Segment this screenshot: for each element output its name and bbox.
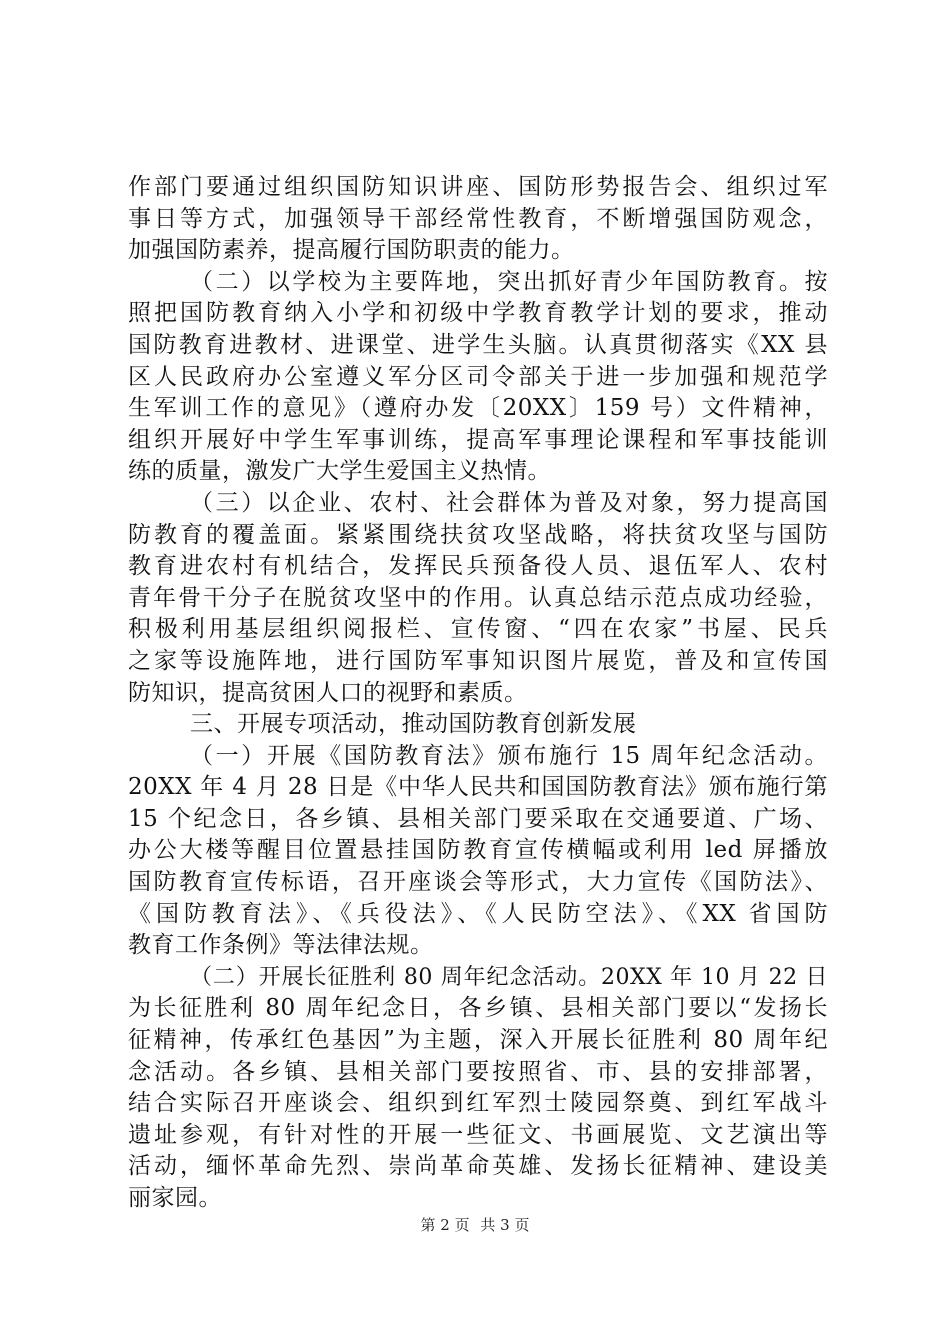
- text-line: 生军训工作的意见》（遵府办发〔20XX〕159 号）文件精神，: [128, 395, 828, 422]
- text-line: 征精神，传承红色基因”为主题，深入开展长征胜利 80 周年纪: [128, 1027, 828, 1054]
- text-line: 遗址参观，有针对性的开展一些征文、书画展览、文艺演出等: [128, 1121, 828, 1148]
- text-line: 三、开展专项活动，推动国防教育创新发展: [190, 711, 637, 738]
- text-line: 防教育的覆盖面。紧紧围绕扶贫攻坚战略，将扶贫攻坚与国防: [128, 521, 828, 548]
- text-line: 办公大楼等醒目位置悬挂国防教育宣传横幅或利用 led 屏播放: [128, 837, 828, 864]
- text-line: 组织开展好中学生军事训练，提高军事理论课程和军事技能训: [128, 426, 828, 453]
- text-line: 作部门要通过组织国防知识讲座、国防形势报告会、组织过军: [128, 174, 828, 200]
- text-line: （一）开展《国防教育法》颁布施行 15 周年纪念活动。: [190, 742, 828, 769]
- text-line: 积极利用基层组织阅报栏、宣传窗、“四在农家”书屋、民兵: [128, 616, 828, 643]
- text-line: 事日等方式，加强领导干部经常性教育，不断增强国防观念，: [128, 205, 828, 232]
- text-line: 20XX 年 4 月 28 日是《中华人民共和国国防教育法》颁布施行第: [128, 774, 828, 801]
- text-line: 念活动。各乡镇、县相关部门要按照省、市、县的安排部署，: [128, 1058, 828, 1085]
- text-line: 结合实际召开座谈会、组织到红军烈士陵园祭奠、到红军战斗: [128, 1090, 828, 1117]
- page-number: 第 2 页: [420, 1216, 470, 1234]
- text-line: 15 个纪念日，各乡镇、县相关部门要采取在交通要道、广场、: [128, 805, 828, 832]
- document-body: [128, 172, 828, 1215]
- text-line: （二）开展长征胜利 80 周年纪念活动。20XX 年 10 月 22 日: [190, 964, 828, 990]
- text-line: 活动，缅怀革命先烈、崇尚革命英雄、发扬长征精神、建设美: [128, 1153, 828, 1180]
- text-line: （二）以学校为主要阵地，突出抓好青少年国防教育。按: [190, 268, 828, 295]
- text-line: 练的质量，激发广大学生爱国主义热情。: [128, 458, 551, 485]
- text-line: 丽家园。: [128, 1185, 222, 1211]
- page-footer: [0, 1215, 950, 1235]
- text-line: 《国防教育法》、《兵役法》、《人民防空法》、《XX 省国防: [128, 900, 828, 927]
- text-line: 加强国防素养，提高履行国防职责的能力。: [128, 237, 575, 264]
- page-total: 共 3 页: [480, 1216, 530, 1234]
- text-line: 教育工作条例》等法律法规。: [128, 932, 434, 959]
- text-line: （三）以企业、农村、社会群体为普及对象，努力提高国: [190, 489, 828, 516]
- text-line: 之家等设施阵地，进行国防军事知识图片展览，普及和宣传国: [128, 647, 828, 674]
- text-line: 为长征胜利 80 周年纪念日，各乡镇、县相关部门要以“发扬长: [128, 995, 828, 1022]
- text-line: 教育进农村有机结合，发挥民兵预备役人员、退伍军人、农村: [128, 553, 828, 580]
- text-line: 青年骨干分子在脱贫攻坚中的作用。认真总结示范点成功经验，: [128, 584, 828, 611]
- text-line: 国防教育进教材、进课堂、进学生头脑。认真贯彻落实《XX 县: [128, 331, 828, 358]
- text-line: 照把国防教育纳入小学和初级中学教育教学计划的要求，推动: [128, 300, 828, 327]
- text-line: 防知识，提高贫困人口的视野和素质。: [128, 679, 528, 706]
- text-line: 区人民政府办公室遵义军分区司令部关于进一步加强和规范学: [128, 363, 828, 390]
- text-line: 国防教育宣传标语，召开座谈会等形式，大力宣传《国防法》、: [128, 869, 828, 896]
